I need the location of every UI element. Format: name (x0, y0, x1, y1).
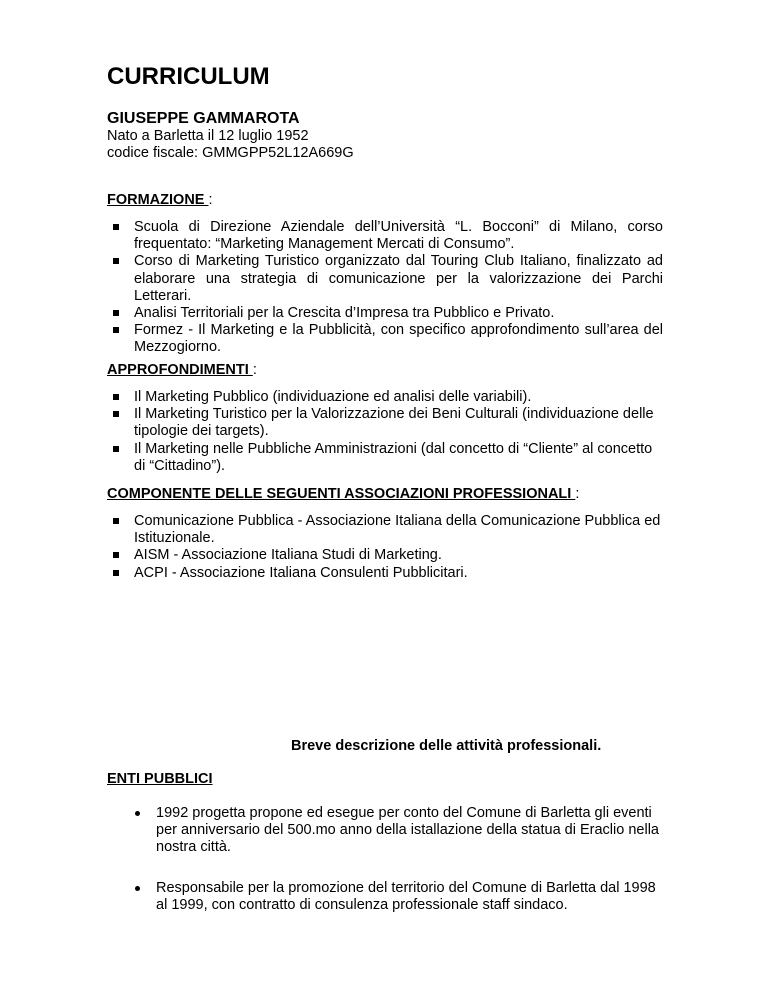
tax-code: codice fiscale: GMMGPP52L12A669G (107, 145, 354, 161)
square-bullet-icon (113, 411, 119, 417)
formazione-list (107, 219, 663, 357)
list-item (107, 547, 663, 564)
section-heading-text: FORMAZIONE (107, 192, 209, 208)
approfondimenti-list (107, 389, 663, 475)
square-bullet-icon (113, 394, 119, 400)
square-bullet-icon (113, 310, 119, 316)
attivita-heading: Breve descrizione delle attività professionali. (291, 738, 602, 754)
list-item (133, 805, 663, 857)
section-heading-colon: : (575, 486, 580, 502)
list-item (107, 253, 663, 305)
list-item (107, 441, 663, 475)
round-bullet-icon (135, 886, 140, 891)
list-item-text: Corso di Marketing Turistico organizzato dal Touring Club Italiano, finalizzato ad elaborare una strategia di comunicazione per la valorizzazione dei Parchi Letterari. (134, 253, 663, 304)
list-item (107, 513, 663, 547)
document-title: CURRICULUM (107, 63, 270, 90)
list-item-text: Analisi Territoriali per la Crescita d’Impresa tra Pubblico e Privato. (134, 305, 555, 322)
birth-info: Nato a Barletta il 12 luglio 1952 (107, 128, 309, 144)
section-heading-associazioni (107, 486, 579, 503)
round-bullet-icon (135, 811, 140, 816)
list-item-text: Responsabile per la promozione del territorio del Comune di Barletta dal 1998 al 1999, con contratto di consulenza professionale staff sindaco. (156, 880, 656, 914)
enti-pubblici-list (133, 880, 663, 914)
list-item (107, 389, 663, 406)
section-heading-formazione (107, 192, 213, 209)
list-item-text: 1992 progetta propone ed esegue per conto del Comune di Barletta gli eventi per anniversario del 500.mo anno della istallazione della statua di Eraclio nella nostra città. (156, 805, 659, 856)
list-item-text: ACPI - Associazione Italiana Consulenti Pubblicitari. (134, 564, 468, 581)
square-bullet-icon (113, 224, 119, 230)
list-item-text: Il Marketing Turistico per la Valorizzazione dei Beni Culturali (individuazione delle tipologie dei targets). (134, 406, 654, 440)
list-item-text: Comunicazione Pubblica - Associazione Italiana della Comunicazione Pubblica ed Istituzionale. (134, 513, 661, 547)
section-heading-enti-pubblici: ENTI PUBBLICI (107, 771, 213, 787)
square-bullet-icon (113, 552, 119, 558)
list-item (107, 219, 663, 253)
section-heading-text: COMPONENTE DELLE SEGUENTI ASSOCIAZIONI PROFESSIONALI (107, 486, 576, 502)
list-item-text: Formez - Il Marketing e la Pubblicità, con specifico approfondimento sull’area del Mezzogiorno. (134, 322, 663, 356)
list-item-text: Il Marketing nelle Pubbliche Amministrazioni (dal concetto di “Cliente” al concetto di “Cittadino”). (134, 440, 653, 474)
square-bullet-icon (113, 446, 119, 452)
list-item-text: Il Marketing Pubblico (individuazione ed analisi delle variabili). (134, 389, 532, 405)
list-item-text: AISM - Associazione Italiana Studi di Marketing. (134, 547, 442, 564)
enti-pubblici-list (133, 805, 663, 857)
list-item-text: Scuola di Direzione Aziendale dell’Università “L. Bocconi” di Milano, corso frequentato: “Marketing Management Mercati di Consumo”. (134, 219, 663, 253)
section-heading-colon: : (208, 192, 213, 208)
list-item (107, 565, 663, 582)
square-bullet-icon (113, 258, 119, 264)
section-heading-text: APPROFONDIMENTI (107, 362, 253, 378)
person-name: GIUSEPPE GAMMAROTA (107, 110, 300, 127)
section-heading-approfondimenti (107, 362, 257, 379)
square-bullet-icon (113, 570, 119, 576)
section-heading-colon: : (252, 362, 257, 378)
square-bullet-icon (113, 518, 119, 524)
square-bullet-icon (113, 327, 119, 333)
list-item (133, 880, 663, 914)
list-item (107, 406, 663, 440)
associazioni-list (107, 513, 663, 582)
list-item (107, 322, 663, 356)
list-item (107, 305, 663, 322)
